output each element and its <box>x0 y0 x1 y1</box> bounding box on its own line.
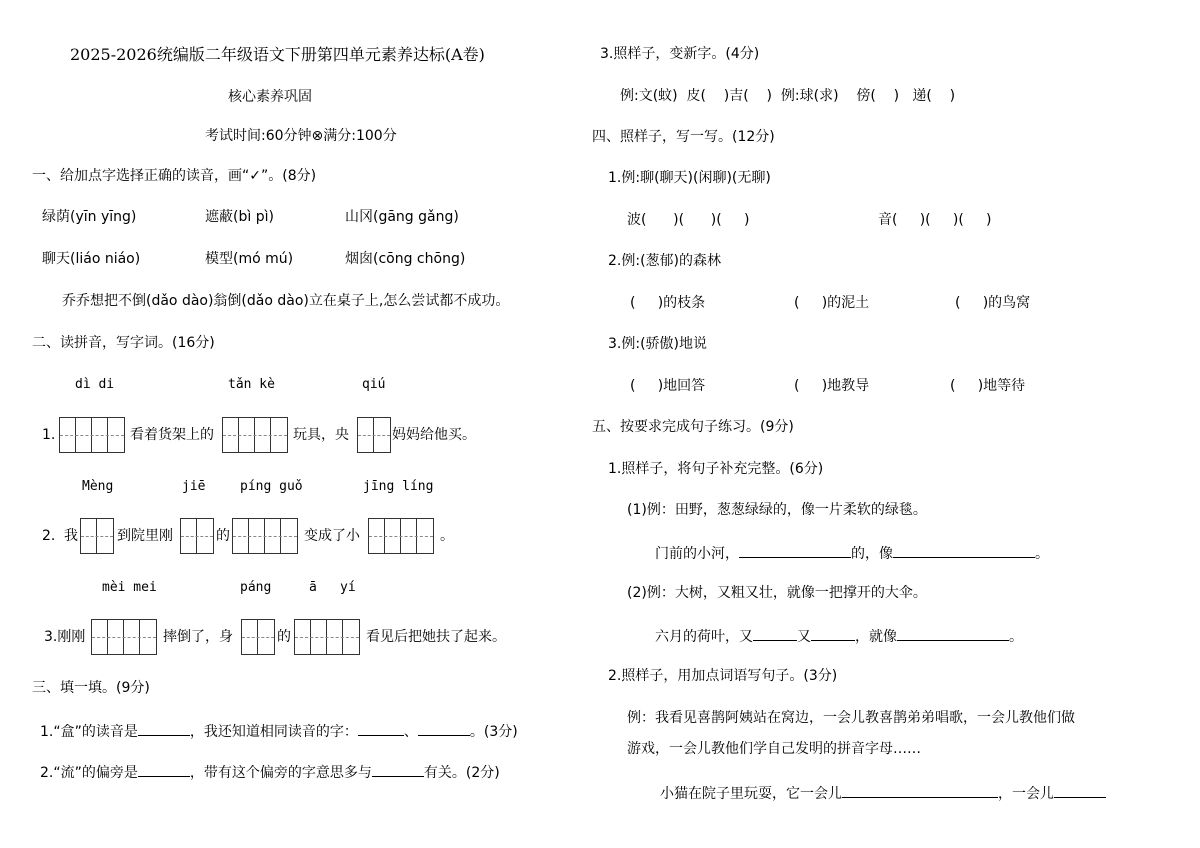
answer-line: 波( )( )( ) <box>627 212 750 228</box>
writing-grid[interactable] <box>80 518 114 554</box>
sentence-text: 的 <box>277 629 291 645</box>
answer-blank[interactable] <box>811 626 855 641</box>
page-title: 2025-2026统编版二年级语文下册第四单元素养达标(A卷) <box>70 45 485 64</box>
question-number: 2. <box>42 528 56 544</box>
pinyin-label: yí <box>340 580 356 595</box>
writing-grid[interactable] <box>232 518 298 554</box>
answer-blank[interactable] <box>739 543 851 558</box>
answer-blank[interactable] <box>372 762 424 777</box>
subquestion-2: 2.照样子，用加点词语写句子。(3分) <box>608 668 838 684</box>
answer-blank[interactable] <box>897 626 1009 641</box>
pinyin-choice-2: 遮蔽(bì pì) <box>205 209 274 225</box>
answer-line: ( )的鸟窝 <box>955 295 1031 311</box>
writing-grid[interactable] <box>241 619 275 655</box>
answer-blank[interactable] <box>358 721 404 736</box>
subtitle: 核心素养巩固 <box>228 89 312 105</box>
pinyin-choice-3: 山冈(gāng gǎng) <box>345 209 459 225</box>
answer-blank[interactable] <box>1054 783 1106 798</box>
answer-line: 音( )( )( ) <box>878 212 992 228</box>
sentence-text: 摔倒了，身 <box>163 629 233 645</box>
answer-blank[interactable] <box>138 762 190 777</box>
answer-sentence-3: 小猫在院子里玩耍，它一会儿 ，一会儿 <box>660 783 1106 803</box>
example-2: 2.例:(葱郁)的森林 <box>608 253 721 269</box>
answer-blank[interactable] <box>753 626 797 641</box>
example-1: 1.例:聊(聊天)(闲聊)(无聊) <box>608 170 771 186</box>
pinyin-label: jiē <box>182 479 206 494</box>
section-1-heading: 一、给加点字选择正确的读音，画“✓”。(8分) <box>32 168 317 184</box>
new-char-line: 例:文(蚊) 皮( )吉( ) 例:球(求) 傍( ) 递( ) <box>620 88 956 104</box>
writing-grid[interactable] <box>91 619 157 655</box>
pinyin-sentence: 乔乔想把不倒(dǎo dào)翁倒(dǎo dào)立在桌子上,怎么尝试都不成功。 <box>62 293 510 309</box>
writing-grid[interactable] <box>368 518 434 554</box>
answer-line: ( )地教导 <box>794 378 870 394</box>
exam-info: 考试时间:60分钟⊗满分:100分 <box>205 128 397 144</box>
pinyin-label: Mèng <box>82 479 114 494</box>
writing-grid[interactable] <box>357 417 391 453</box>
example-3: 3.例:(骄傲)地说 <box>608 336 707 352</box>
example-sentence: (2)例：大树，又粗又壮，就像一把撑开的大伞。 <box>627 585 927 601</box>
section-3-heading: 三、填一填。(9分) <box>32 680 150 696</box>
pinyin-label: mèi mei <box>102 580 157 595</box>
answer-line: ( )的泥土 <box>794 295 870 311</box>
pinyin-choice-6: 烟囱(cōng chōng) <box>345 251 466 267</box>
pinyin-label: ā <box>309 580 317 595</box>
answer-sentence-1: 门前的小河， 的，像 。 <box>655 543 1049 563</box>
sentence-text: 。 <box>440 528 454 544</box>
pinyin-label: tǎn kè <box>228 377 275 392</box>
answer-blank[interactable] <box>893 543 1035 558</box>
sentence-text: 妈妈给他买。 <box>392 427 476 443</box>
sentence-text: 看着货架上的 <box>130 427 214 443</box>
new-char-heading: 3.照样子，变新字。(4分) <box>600 46 760 62</box>
pinyin-label: jīng líng <box>363 479 434 494</box>
sentence-text: 我 <box>64 528 78 544</box>
writing-grid[interactable] <box>222 417 288 453</box>
example-paragraph-line-1: 例：我看见喜鹊阿姨站在窝边，一会儿教喜鹊弟弟唱歌，一会儿教他们做 <box>627 710 1075 726</box>
sentence-text: 看见后把她扶了起来。 <box>366 629 506 645</box>
sentence-text: 变成了小 <box>304 528 360 544</box>
answer-blank[interactable] <box>842 783 998 798</box>
writing-grid[interactable] <box>294 619 360 655</box>
pinyin-label: qiú <box>362 377 386 392</box>
answer-blank[interactable] <box>138 721 190 736</box>
pinyin-choice-4: 聊天(liáo niáo) <box>42 251 141 267</box>
pinyin-choice-1: 绿荫(yīn yīng) <box>42 209 137 225</box>
sentence-text: 玩具，央 <box>293 427 349 443</box>
section-2-heading: 二、读拼音，写字词。(16分) <box>32 335 215 351</box>
section-5-heading: 五、按要求完成句子练习。(9分) <box>592 419 794 435</box>
writing-grid[interactable] <box>59 417 125 453</box>
answer-line: ( )地回答 <box>630 378 706 394</box>
answer-sentence-2: 六月的荷叶，又 又 ，就像 。 <box>655 626 1023 646</box>
sentence-text: 的 <box>216 528 230 544</box>
pinyin-choice-5: 模型(mó mú) <box>205 251 294 267</box>
example-sentence: (1)例：田野，葱葱绿绿的，像一片柔软的绿毯。 <box>627 502 927 518</box>
answer-line: ( )地等待 <box>950 378 1026 394</box>
pinyin-label: dì di <box>75 377 115 392</box>
pinyin-label: píng guǒ <box>240 479 303 494</box>
writing-grid[interactable] <box>180 518 214 554</box>
answer-line: ( )的枝条 <box>630 295 706 311</box>
sentence-text: 到院里刚 <box>117 528 173 544</box>
answer-blank[interactable] <box>418 721 470 736</box>
example-paragraph-line-2: 游戏，一会儿教他们学自己发明的拼音字母…… <box>627 741 921 757</box>
pinyin-label: páng <box>240 580 272 595</box>
section-4-heading: 四、照样子，写一写。(12分) <box>592 129 775 145</box>
question-number: 1. <box>42 427 56 443</box>
question-number: 3.刚刚 <box>44 629 86 645</box>
fill-question-1: 1.“盒”的读音是 ，我还知道相同读音的字： 、 。(3分) <box>40 721 518 741</box>
subquestion-1: 1.照样子，将句子补充完整。(6分) <box>608 461 824 477</box>
fill-question-2: 2.“流”的偏旁是 ，带有这个偏旁的字意思多与 有关。(2分) <box>40 762 500 782</box>
